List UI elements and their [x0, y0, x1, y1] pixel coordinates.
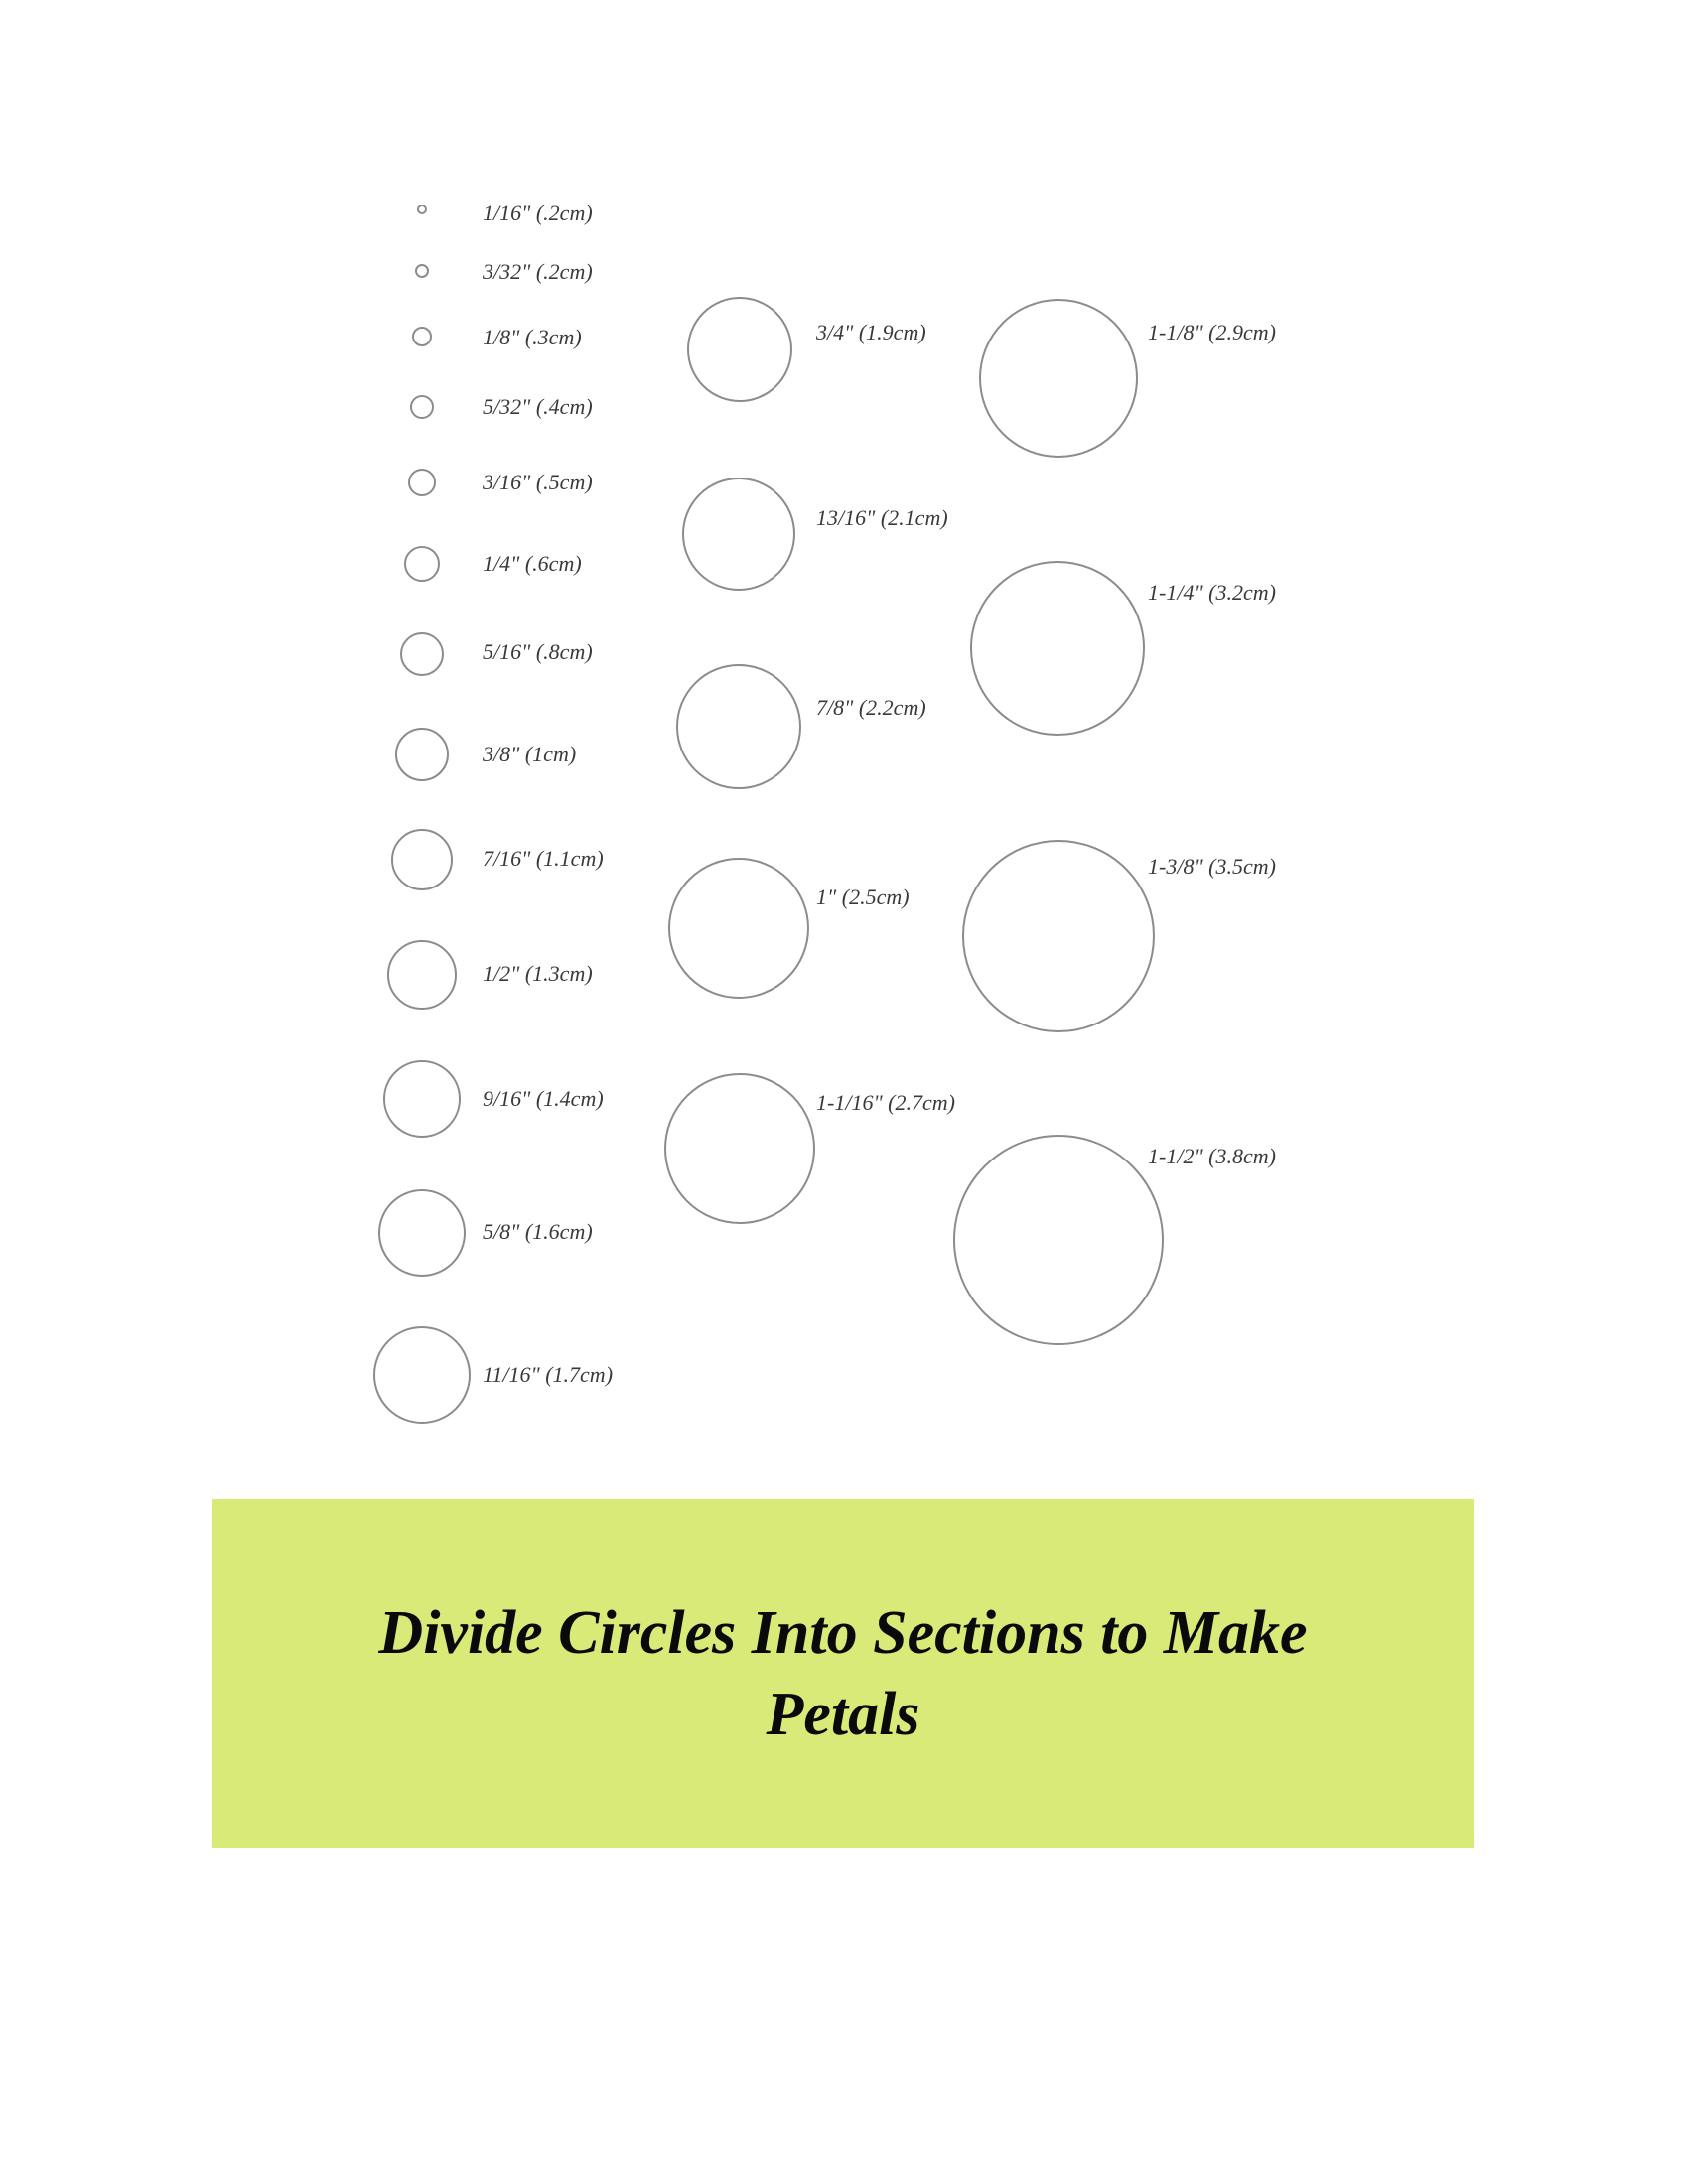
template-circle [688, 298, 791, 401]
circle-size-label: 5/32" (.4cm) [483, 394, 593, 419]
template-circle [971, 562, 1144, 735]
banner-title: Divide Circles Into Sections to Make Petals [378, 1599, 1308, 1748]
circle-size-label: 1/8" (.3cm) [483, 325, 582, 349]
circle-size-label: 1-1/4" (3.2cm) [1148, 580, 1276, 605]
template-circle [677, 665, 800, 788]
circle-size-label: 11/16" (1.7cm) [483, 1362, 614, 1387]
circle-size-label: 13/16" (2.1cm) [816, 505, 948, 530]
circle-size-label: 1-1/8" (2.9cm) [1148, 320, 1276, 344]
template-circle [963, 841, 1154, 1031]
template-circle [396, 729, 448, 780]
circle-size-label: 1-1/16" (2.7cm) [816, 1090, 955, 1115]
circle-size-label: 1/4" (.6cm) [483, 551, 582, 576]
circle-size-label: 7/8" (2.2cm) [816, 695, 926, 720]
circle-size-label: 1-3/8" (3.5cm) [1148, 854, 1276, 879]
circle-size-label: 1/2" (1.3cm) [483, 961, 593, 986]
template-circle [401, 633, 443, 675]
template-circle [980, 300, 1137, 457]
circle-size-label: 1/16" (.2cm) [483, 201, 593, 225]
circle-size-label: 3/4" (1.9cm) [816, 320, 926, 344]
circle-size-label: 5/8" (1.6cm) [483, 1219, 593, 1244]
template-circle [374, 1327, 470, 1423]
circle-size-label: 1" (2.5cm) [816, 885, 910, 909]
circle-size-label: 5/16" (.8cm) [483, 639, 593, 664]
template-circle [665, 1074, 814, 1223]
template-circle [411, 396, 433, 418]
template-circle [669, 859, 808, 998]
template-circle [384, 1061, 460, 1137]
template-circle [392, 830, 452, 889]
circle-size-label: 7/16" (1.1cm) [483, 846, 604, 871]
template-circle [413, 328, 431, 345]
circle-size-label: 3/16" (.5cm) [483, 470, 593, 494]
template-circle [405, 547, 439, 581]
template-circle [416, 265, 428, 277]
template-circle [409, 470, 435, 495]
circle-size-label: 9/16" (1.4cm) [483, 1086, 604, 1111]
template-circle [954, 1136, 1163, 1344]
template-circle [388, 941, 456, 1009]
circle-size-label: 3/8" (1cm) [483, 742, 577, 766]
circle-size-label: 1-1/2" (3.8cm) [1148, 1144, 1276, 1168]
template-circle [379, 1190, 465, 1276]
circle-size-label: 3/32" (.2cm) [483, 259, 593, 284]
title-banner [212, 1499, 1474, 1848]
template-circle [683, 478, 794, 590]
template-circle [418, 205, 426, 213]
